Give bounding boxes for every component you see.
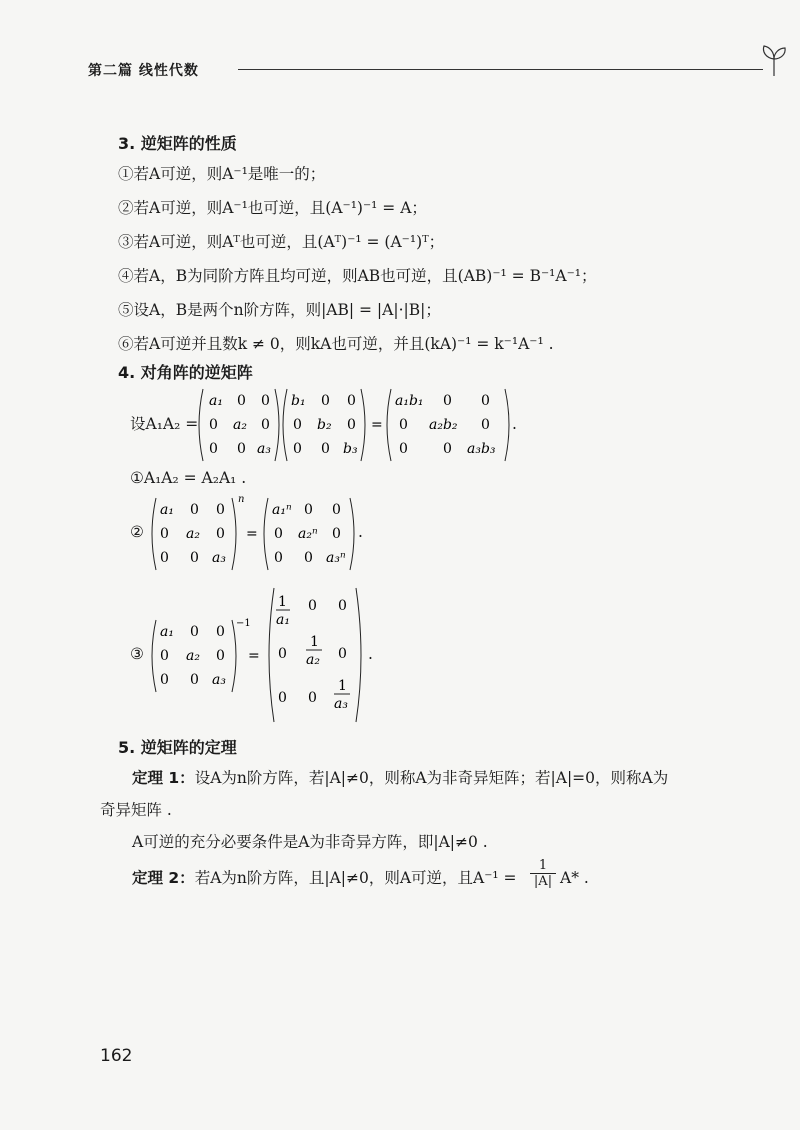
svg-text:1: 1 — [338, 678, 347, 694]
section-3-heading: 3. 逆矩阵的性质 — [118, 134, 237, 153]
svg-text:b₁: b₁ — [291, 393, 306, 409]
svg-text:a₂b₂: a₂b₂ — [429, 417, 458, 433]
theorem-2-label: 定理 2： — [132, 869, 195, 887]
svg-text:=: = — [371, 417, 383, 433]
svg-text:0: 0 — [481, 393, 490, 409]
svg-text:0: 0 — [321, 393, 330, 409]
theorem-2 — [132, 868, 517, 888]
property-4: ④若A，B为同阶方阵且均可逆，则AB也可逆，且(AB)⁻¹ = B⁻¹A⁻¹； — [118, 267, 597, 285]
svg-text:a₂: a₂ — [233, 417, 247, 433]
svg-text:a₃b₃: a₃b₃ — [467, 441, 496, 457]
svg-text:0: 0 — [321, 441, 330, 457]
property-1: ①若A可逆，则A⁻¹是唯一的； — [118, 165, 326, 183]
svg-text:0: 0 — [160, 550, 169, 566]
page-number: 162 — [100, 1046, 133, 1066]
diag-power-equation — [148, 492, 358, 574]
svg-text:0: 0 — [278, 646, 287, 662]
svg-text:0: 0 — [190, 624, 199, 640]
diag-set-label: 设A₁A₂ = — [130, 415, 199, 433]
diag-inverse-equation — [148, 586, 366, 724]
svg-text:a₂: a₂ — [306, 652, 320, 668]
svg-text:0: 0 — [293, 441, 302, 457]
svg-text:0: 0 — [332, 526, 341, 542]
svg-text:−1: −1 — [236, 618, 251, 629]
svg-text:1: 1 — [310, 634, 319, 650]
header-rule — [238, 69, 763, 70]
svg-text:a₃: a₃ — [334, 696, 348, 712]
svg-text:0: 0 — [237, 393, 246, 409]
theorem-2-fraction — [530, 858, 556, 889]
svg-text:0: 0 — [304, 502, 313, 518]
svg-text:a₁: a₁ — [209, 393, 223, 409]
svg-text:a₁ⁿ: a₁ⁿ — [272, 502, 292, 518]
diag-product-equation — [195, 385, 525, 465]
svg-text:b₂: b₂ — [317, 417, 332, 433]
svg-text:0: 0 — [237, 441, 246, 457]
svg-text:a₁: a₁ — [160, 624, 174, 640]
svg-text:0: 0 — [216, 502, 225, 518]
svg-text:a₃: a₃ — [257, 441, 271, 457]
svg-text:a₁b₁: a₁b₁ — [395, 393, 424, 409]
svg-text:0: 0 — [399, 441, 408, 457]
svg-text:a₂: a₂ — [186, 526, 200, 542]
svg-text:0: 0 — [347, 393, 356, 409]
diag-item-1: ①A₁A₂ = A₂A₁ . — [130, 469, 247, 487]
sprout-icon — [756, 42, 792, 78]
svg-text:=: = — [248, 648, 260, 664]
svg-text:0: 0 — [338, 646, 347, 662]
section-5-heading: 5. 逆矩阵的定理 — [118, 738, 237, 757]
svg-text:1: 1 — [278, 594, 287, 610]
svg-text:0: 0 — [347, 417, 356, 433]
svg-text:0: 0 — [338, 598, 347, 614]
running-header — [88, 60, 708, 84]
svg-text:n: n — [238, 494, 245, 505]
svg-text:a₂: a₂ — [186, 648, 200, 664]
svg-text:0: 0 — [278, 690, 287, 706]
svg-text:a₂ⁿ: a₂ⁿ — [298, 526, 318, 542]
theorem-2-text: 若A为n阶方阵，且|A|≠0，则A可逆，且A⁻¹ = — [194, 869, 517, 887]
invertible-condition: A可逆的充分必要条件是A为非奇异方阵，即|A|≠0 . — [132, 833, 488, 851]
svg-text:0: 0 — [190, 502, 199, 518]
diag-item-2-mark: ② — [130, 523, 144, 541]
theorem-1-label: 定理 1： — [132, 769, 195, 787]
svg-text:0: 0 — [332, 502, 341, 518]
theorem-1-text: 设A为n阶方阵，若|A|≠0，则称A为非奇异矩阵；若|A|=0，则称A为 — [194, 769, 669, 787]
svg-text:0: 0 — [481, 417, 490, 433]
svg-text:=: = — [246, 526, 258, 542]
diag-item-3-mark: ③ — [130, 645, 144, 663]
svg-text:a₃: a₃ — [212, 550, 226, 566]
svg-text:0: 0 — [209, 417, 218, 433]
svg-text:0: 0 — [160, 672, 169, 688]
svg-text:b₃: b₃ — [343, 441, 358, 457]
diag-period-3: . — [368, 645, 373, 663]
svg-text:0: 0 — [304, 550, 313, 566]
svg-text:0: 0 — [190, 550, 199, 566]
svg-text:a₁: a₁ — [276, 612, 290, 628]
svg-text:0: 0 — [274, 526, 283, 542]
svg-text:0: 0 — [293, 417, 302, 433]
diag-period-1: . — [512, 415, 517, 433]
svg-text:0: 0 — [160, 526, 169, 542]
property-3: ③若A可逆，则Aᵀ也可逆，且(Aᵀ)⁻¹ = (A⁻¹)ᵀ； — [118, 233, 445, 251]
diag-period-2: . — [358, 523, 363, 541]
property-5: ⑤设A，B是两个n阶方阵，则|AB| = |A|·|B|； — [118, 301, 441, 319]
svg-text:0: 0 — [216, 526, 225, 542]
svg-text:0: 0 — [308, 598, 317, 614]
section-4-heading: 4. 对角阵的逆矩阵 — [118, 363, 253, 382]
fraction-numerator: 1 — [538, 858, 548, 873]
svg-text:0: 0 — [443, 441, 452, 457]
svg-text:0: 0 — [274, 550, 283, 566]
svg-text:0: 0 — [216, 648, 225, 664]
fraction-denominator: |A| — [530, 873, 556, 889]
theorem-1 — [132, 768, 668, 788]
property-2: ②若A可逆，则A⁻¹也可逆，且(A⁻¹)⁻¹ = A； — [118, 199, 427, 217]
svg-text:0: 0 — [399, 417, 408, 433]
theorem-1-continued: 奇异矩阵 . — [100, 801, 172, 819]
svg-text:0: 0 — [160, 648, 169, 664]
svg-text:a₃ⁿ: a₃ⁿ — [326, 550, 346, 566]
header-title: 第二篇 线性代数 — [88, 63, 199, 79]
svg-text:0: 0 — [261, 417, 270, 433]
svg-text:0: 0 — [261, 393, 270, 409]
theorem-2-tail: A* . — [560, 869, 589, 887]
svg-text:0: 0 — [190, 672, 199, 688]
svg-text:0: 0 — [216, 624, 225, 640]
svg-text:0: 0 — [209, 441, 218, 457]
svg-text:a₁: a₁ — [160, 502, 174, 518]
svg-text:0: 0 — [308, 690, 317, 706]
svg-text:0: 0 — [443, 393, 452, 409]
svg-text:a₃: a₃ — [212, 672, 226, 688]
property-6: ⑥若A可逆并且数k ≠ 0，则kA也可逆，并且(kA)⁻¹ = k⁻¹A⁻¹ . — [118, 335, 554, 353]
